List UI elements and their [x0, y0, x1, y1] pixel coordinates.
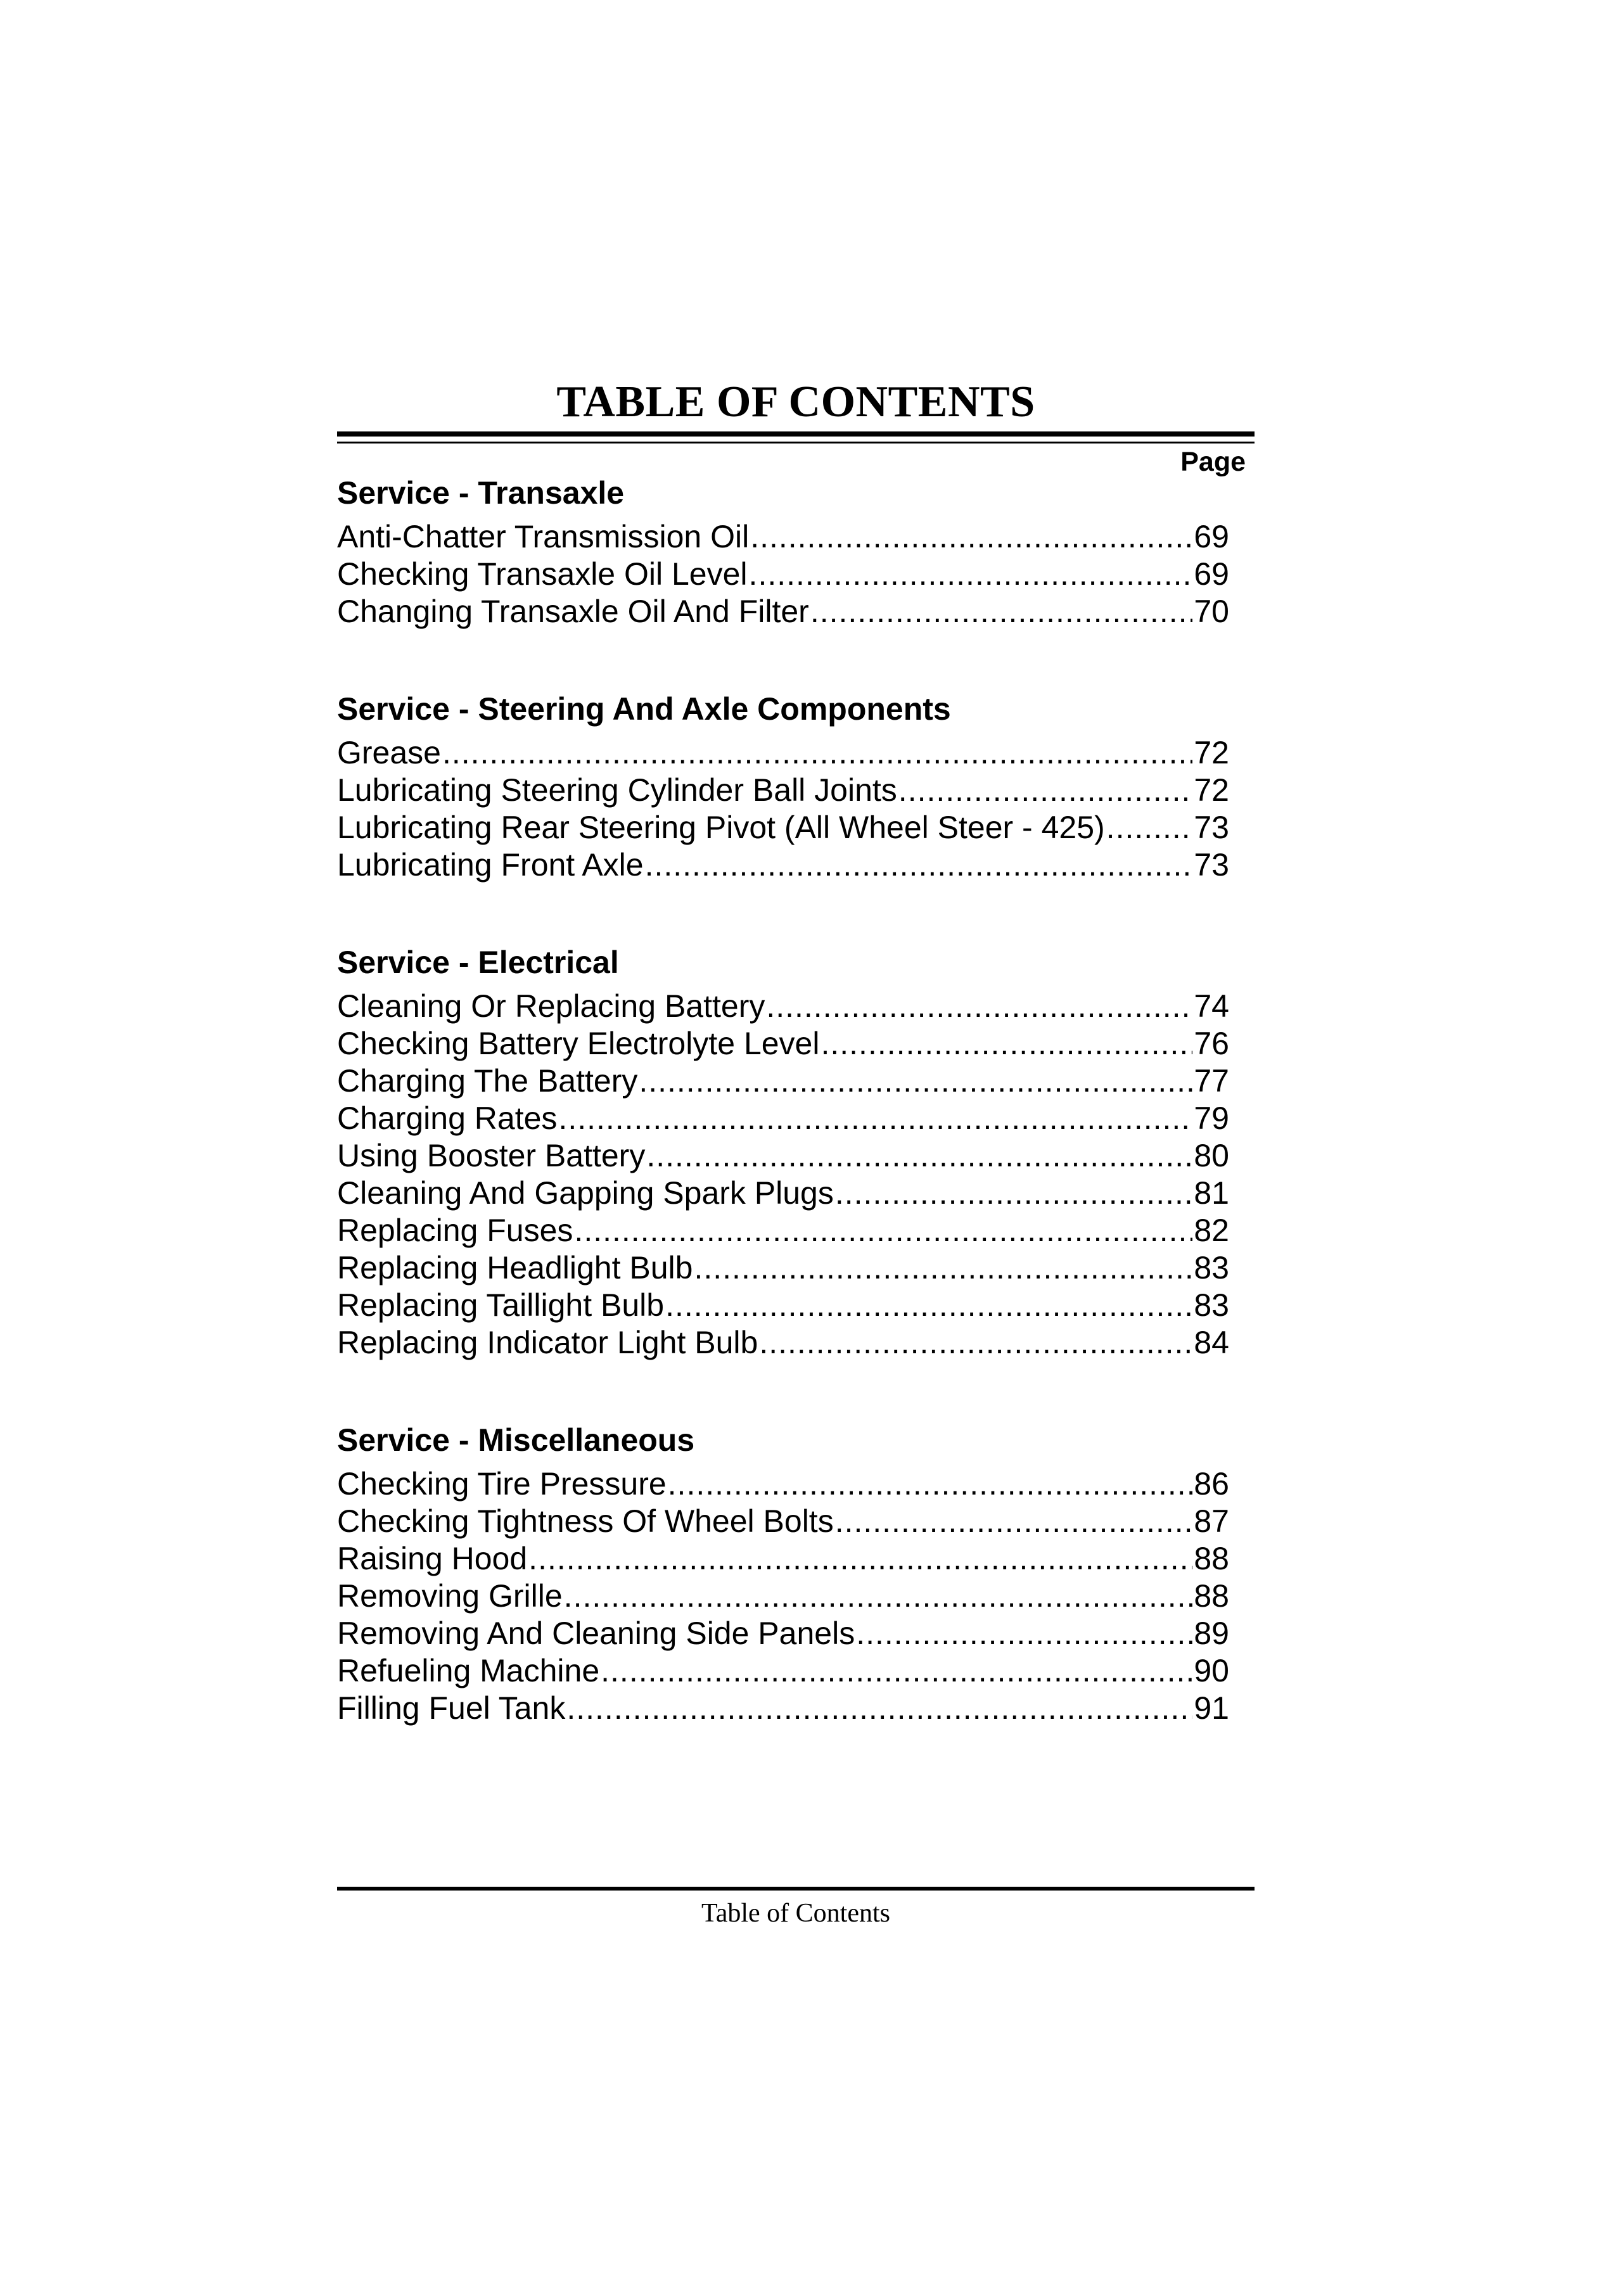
dot-leader: [1106, 809, 1193, 846]
dot-leader: [442, 734, 1192, 772]
toc-entry[interactable]: [337, 1503, 1229, 1540]
title-rule-thin: [337, 442, 1255, 443]
entry-title: Changing Transaxle Oil And Filter: [337, 594, 809, 629]
toc-entry[interactable]: [337, 1175, 1229, 1212]
dot-leader: [639, 1062, 1192, 1100]
toc-entry[interactable]: [337, 1578, 1229, 1615]
entry-title: Using Booster Battery: [337, 1138, 646, 1173]
entry-title: Removing And Cleaning Side Panels: [337, 1616, 855, 1651]
dot-leader: [645, 846, 1193, 884]
entry-page-number: 84: [1194, 1325, 1229, 1360]
entry-title: Cleaning Or Replacing Battery: [337, 988, 765, 1024]
entry-title: Charging Rates: [337, 1100, 558, 1136]
dot-leader: [566, 1690, 1192, 1727]
entry-page-number: 76: [1194, 1026, 1229, 1061]
dot-leader: [835, 1503, 1193, 1540]
entry-title: Checking Transaxle Oil Level: [337, 556, 748, 592]
section-title: Service - Electrical: [337, 945, 619, 980]
entry-page-number: 87: [1194, 1503, 1229, 1539]
entry-title: Lubricating Steering Cylinder Ball Joints: [337, 772, 897, 808]
entry-title: Removing Grille: [337, 1578, 563, 1614]
entry-title: Checking Tire Pressure: [337, 1466, 667, 1502]
entry-page-number: 72: [1194, 772, 1229, 808]
entry-page-number: 74: [1194, 988, 1229, 1024]
dot-leader: [750, 518, 1192, 556]
toc-entry[interactable]: [337, 1062, 1229, 1100]
entry-title: Checking Tightness Of Wheel Bolts: [337, 1503, 834, 1539]
title-rule-thick: [337, 431, 1255, 437]
toc-entry[interactable]: [337, 1025, 1229, 1062]
entry-title: Charging The Battery: [337, 1063, 638, 1099]
dot-leader: [665, 1287, 1192, 1324]
dot-leader: [898, 772, 1193, 809]
entry-title: Cleaning And Gapping Spark Plugs: [337, 1175, 834, 1211]
toc-section-miscellaneous: [337, 1415, 1229, 1727]
dot-leader: [528, 1540, 1192, 1578]
dot-leader: [759, 1324, 1192, 1362]
entry-title: Lubricating Front Axle: [337, 847, 644, 883]
dot-leader: [821, 1025, 1192, 1062]
section-title: Service - Miscellaneous: [337, 1422, 695, 1458]
dot-leader: [694, 1249, 1192, 1287]
dot-leader: [810, 593, 1193, 630]
entry-page-number: 73: [1194, 847, 1229, 883]
toc-list: [337, 468, 1229, 1727]
toc-entry[interactable]: [337, 1540, 1229, 1578]
entry-page-number: 69: [1194, 519, 1229, 554]
dot-leader: [558, 1100, 1192, 1137]
dot-leader: [766, 988, 1192, 1025]
page-title: TABLE OF CONTENTS: [556, 378, 1035, 426]
dot-leader: [835, 1175, 1193, 1212]
entry-page-number: 89: [1194, 1616, 1229, 1651]
entry-title: Checking Battery Electrolyte Level: [337, 1026, 820, 1061]
dot-leader: [668, 1465, 1193, 1503]
toc-entry[interactable]: [337, 734, 1229, 772]
toc-entry[interactable]: [337, 1287, 1229, 1324]
dot-leader: [564, 1578, 1193, 1615]
footer-rule: [337, 1887, 1255, 1891]
toc-entry[interactable]: [337, 1137, 1229, 1175]
toc-entry[interactable]: [337, 988, 1229, 1025]
entry-title: Grease: [337, 735, 441, 770]
toc-entry[interactable]: [337, 809, 1229, 846]
toc-entry[interactable]: [337, 1324, 1229, 1362]
toc-entry[interactable]: [337, 593, 1229, 630]
entry-title: Replacing Headlight Bulb: [337, 1250, 693, 1285]
entry-page-number: 90: [1194, 1653, 1229, 1688]
entry-page-number: 86: [1194, 1466, 1229, 1502]
toc-entry[interactable]: [337, 1100, 1229, 1137]
entry-page-number: 70: [1194, 594, 1229, 629]
toc-entry[interactable]: [337, 1465, 1229, 1503]
entry-page-number: 81: [1194, 1175, 1229, 1211]
toc-entry[interactable]: [337, 1652, 1229, 1690]
toc-section-transaxle: [337, 468, 1229, 630]
entry-title: Replacing Indicator Light Bulb: [337, 1325, 758, 1360]
entry-title: Lubricating Rear Steering Pivot (All Wheel Steer - 425): [337, 810, 1105, 845]
page-column-label: Page: [1180, 447, 1246, 477]
entry-title: Anti-Chatter Transmission Oil: [337, 519, 750, 554]
entry-title: Raising Hood: [337, 1541, 528, 1576]
section-title: Service - Steering And Axle Components: [337, 691, 951, 727]
toc-entry[interactable]: [337, 1615, 1229, 1652]
toc-entry[interactable]: [337, 846, 1229, 884]
section-title: Service - Transaxle: [337, 475, 625, 511]
entry-page-number: 72: [1194, 735, 1229, 770]
entry-page-number: 88: [1194, 1578, 1229, 1614]
toc-entry[interactable]: [337, 556, 1229, 593]
toc-entry[interactable]: [337, 772, 1229, 809]
entry-page-number: 80: [1194, 1138, 1229, 1173]
entry-page-number: 83: [1194, 1287, 1229, 1323]
entry-title: Replacing Fuses: [337, 1213, 573, 1248]
entry-page-number: 83: [1194, 1250, 1229, 1285]
toc-section-electrical: [337, 937, 1229, 1362]
entry-title: Replacing Taillight Bulb: [337, 1287, 665, 1323]
entry-page-number: 82: [1194, 1213, 1229, 1248]
dot-leader: [856, 1615, 1192, 1652]
entry-page-number: 88: [1194, 1541, 1229, 1576]
dot-leader: [749, 556, 1193, 593]
toc-entry[interactable]: [337, 1212, 1229, 1249]
entry-page-number: 79: [1194, 1100, 1229, 1136]
dot-leader: [601, 1652, 1192, 1690]
toc-entry[interactable]: [337, 1249, 1229, 1287]
dot-leader: [574, 1212, 1192, 1249]
entry-title: Filling Fuel Tank: [337, 1690, 566, 1726]
toc-entry[interactable]: [337, 518, 1229, 556]
toc-section-steering-axle: [337, 684, 1229, 884]
entry-page-number: 73: [1194, 810, 1229, 845]
entry-page-number: 77: [1194, 1063, 1229, 1099]
entry-page-number: 91: [1194, 1690, 1229, 1726]
footer-label: Table of Contents: [701, 1899, 890, 1928]
dot-leader: [646, 1137, 1192, 1175]
entry-title: Refueling Machine: [337, 1653, 600, 1688]
toc-entry[interactable]: [337, 1690, 1229, 1727]
entry-page-number: 69: [1194, 556, 1229, 592]
